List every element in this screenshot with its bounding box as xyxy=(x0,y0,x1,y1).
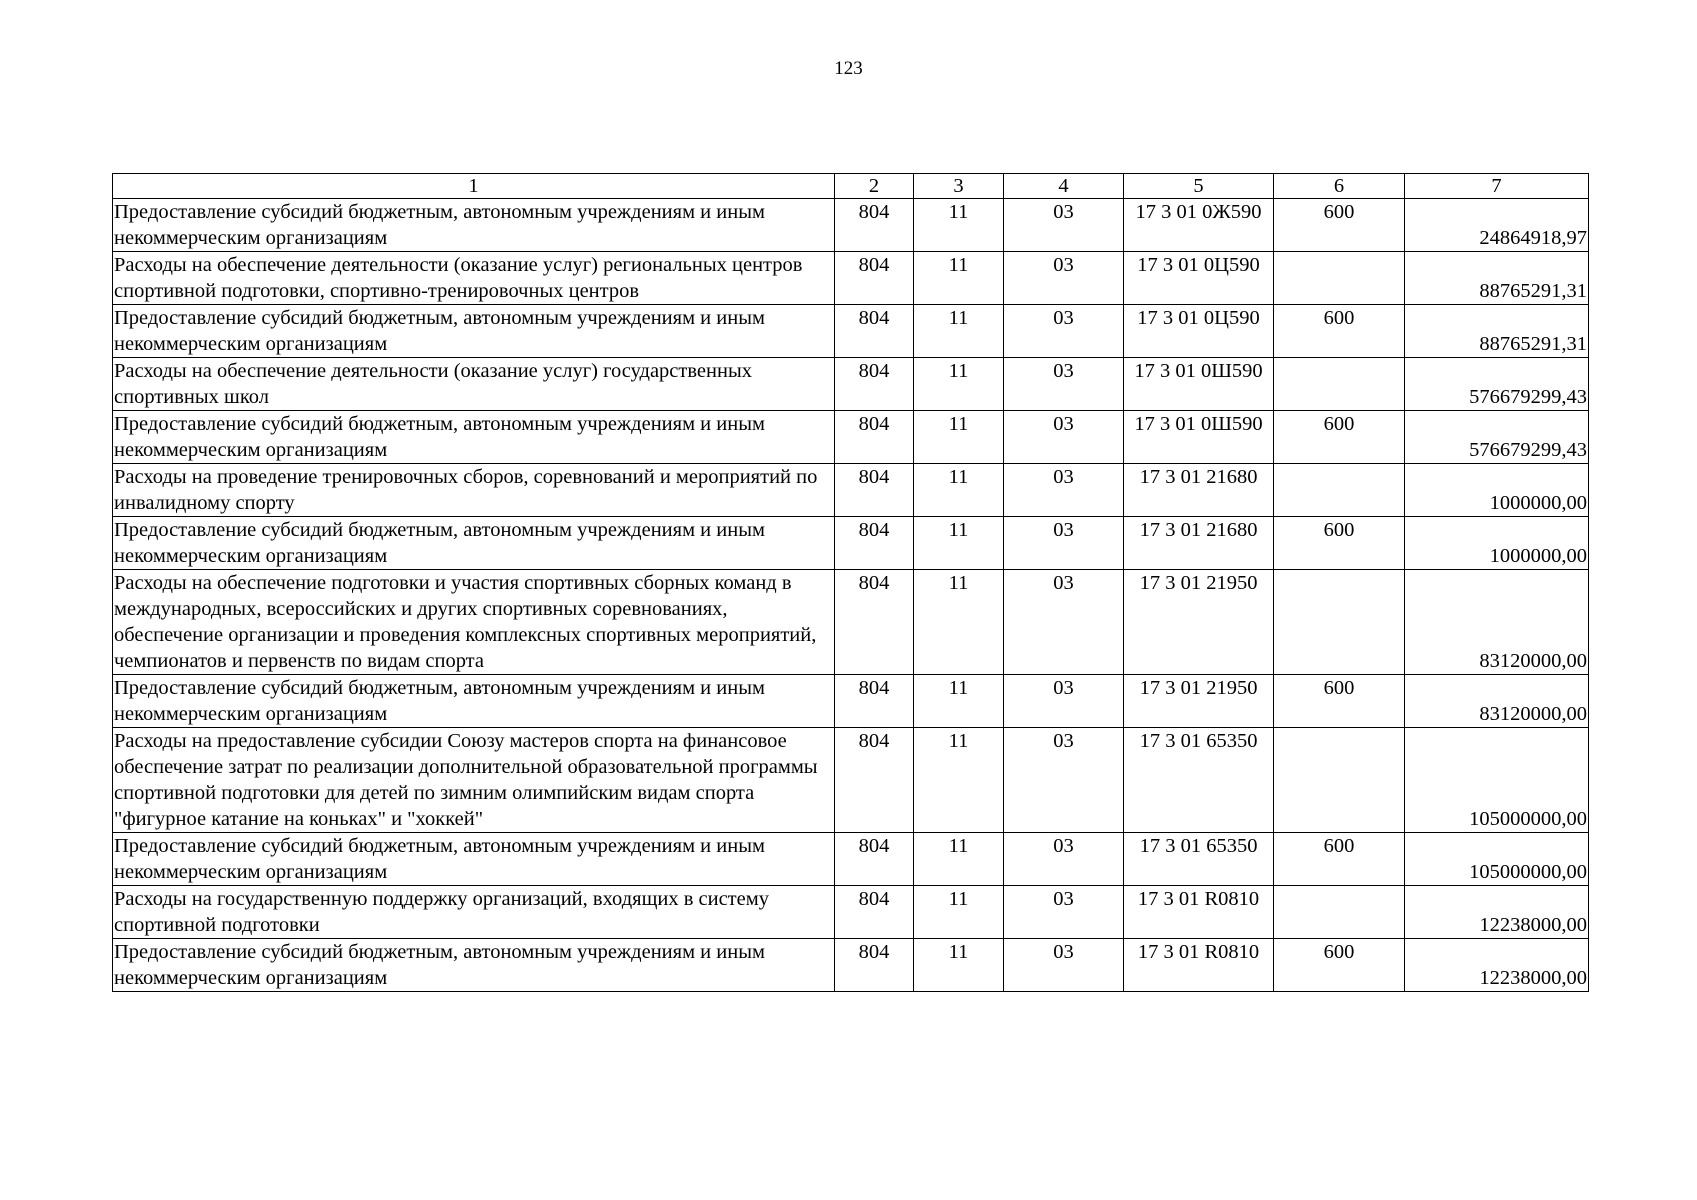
row-amount-cell: 105000000,00 xyxy=(1405,833,1589,886)
row-amount-cell: 83120000,00 xyxy=(1405,570,1589,675)
table-row xyxy=(113,252,1589,305)
row-col6-cell xyxy=(1274,570,1405,675)
row-code-cell: 17 3 01 21950 xyxy=(1124,675,1274,728)
row-col2-cell: 804 xyxy=(835,886,914,939)
row-col2-cell: 804 xyxy=(835,358,914,411)
header-col-1: 1 xyxy=(113,174,835,199)
table-row xyxy=(113,886,1589,939)
table-row xyxy=(113,728,1589,833)
row-name-cell: Расходы на проведение тренировочных сборов, соревнований и мероприятий по инвалидному спорту xyxy=(113,464,835,517)
row-amount-cell: 1000000,00 xyxy=(1405,517,1589,570)
row-name-cell: Расходы на обеспечение деятельности (оказание услуг) региональных центров спортивной подготовки, спортивно-тренировочных центров xyxy=(113,252,835,305)
row-col3-cell: 11 xyxy=(914,886,1004,939)
row-code-cell: 17 3 01 65350 xyxy=(1124,833,1274,886)
row-col6-cell: 600 xyxy=(1274,939,1405,992)
row-col3-cell: 11 xyxy=(914,517,1004,570)
row-col4-cell: 03 xyxy=(1004,517,1124,570)
row-col2-cell: 804 xyxy=(835,464,914,517)
row-col6-cell: 600 xyxy=(1274,305,1405,358)
row-col2-cell: 804 xyxy=(835,728,914,833)
row-col4-cell: 03 xyxy=(1004,675,1124,728)
table-row xyxy=(113,675,1589,728)
row-name-cell: Расходы на обеспечение деятельности (оказание услуг) государственных спортивных школ xyxy=(113,358,835,411)
row-col3-cell: 11 xyxy=(914,464,1004,517)
header-col-4: 4 xyxy=(1004,174,1124,199)
row-col3-cell: 11 xyxy=(914,305,1004,358)
row-col4-cell: 03 xyxy=(1004,570,1124,675)
header-col-6: 6 xyxy=(1274,174,1405,199)
table-row xyxy=(113,199,1589,252)
row-col6-cell xyxy=(1274,886,1405,939)
row-col3-cell: 11 xyxy=(914,728,1004,833)
row-code-cell: 17 3 01 65350 xyxy=(1124,728,1274,833)
row-col4-cell: 03 xyxy=(1004,464,1124,517)
row-name-cell: Расходы на государственную поддержку организаций, входящих в систему спортивной подготовки xyxy=(113,886,835,939)
row-col2-cell: 804 xyxy=(835,199,914,252)
header-col-3: 3 xyxy=(914,174,1004,199)
row-col6-cell xyxy=(1274,728,1405,833)
header-col-2: 2 xyxy=(835,174,914,199)
row-col4-cell: 03 xyxy=(1004,199,1124,252)
row-code-cell: 17 3 01 21950 xyxy=(1124,570,1274,675)
row-col6-cell xyxy=(1274,358,1405,411)
row-col3-cell: 11 xyxy=(914,199,1004,252)
row-code-cell: 17 3 01 0Ц590 xyxy=(1124,252,1274,305)
row-col3-cell: 11 xyxy=(914,939,1004,992)
row-col3-cell: 11 xyxy=(914,675,1004,728)
row-name-cell: Предоставление субсидий бюджетным, автономным учреждениям и иным некоммерческим организациям xyxy=(113,675,835,728)
row-amount-cell: 88765291,31 xyxy=(1405,305,1589,358)
row-col2-cell: 804 xyxy=(835,570,914,675)
row-amount-cell: 105000000,00 xyxy=(1405,728,1589,833)
row-col3-cell: 11 xyxy=(914,358,1004,411)
row-name-cell: Расходы на обеспечение подготовки и участия спортивных сборных команд в международных, всероссийских и других спортивных соревнованиях, обеспечение организации и проведения комплексных спортивных мероприятий, чемпионатов и первенств по видам спорта xyxy=(113,570,835,675)
header-col-5: 5 xyxy=(1124,174,1274,199)
budget-table-body xyxy=(113,174,1589,992)
row-col2-cell: 804 xyxy=(835,305,914,358)
row-code-cell: 17 3 01 0Ц590 xyxy=(1124,305,1274,358)
row-code-cell: 17 3 01 R0810 xyxy=(1124,939,1274,992)
row-col4-cell: 03 xyxy=(1004,728,1124,833)
row-code-cell: 17 3 01 R0810 xyxy=(1124,886,1274,939)
row-code-cell: 17 3 01 21680 xyxy=(1124,517,1274,570)
row-col2-cell: 804 xyxy=(835,517,914,570)
row-col2-cell: 804 xyxy=(835,411,914,464)
row-code-cell: 17 3 01 0Ж590 xyxy=(1124,199,1274,252)
row-col4-cell: 03 xyxy=(1004,939,1124,992)
row-name-cell: Предоставление субсидий бюджетным, автономным учреждениям и иным некоммерческим организациям xyxy=(113,939,835,992)
row-col4-cell: 03 xyxy=(1004,886,1124,939)
row-col2-cell: 804 xyxy=(835,252,914,305)
table-row xyxy=(113,833,1589,886)
row-name-cell: Расходы на предоставление субсидии Союзу мастеров спорта на финансовое обеспечение затрат по реализации дополнительной образовательной программы спортивной подготовки для детей по зимним олимпийским видам спорта "фигурное катание на коньках" и "хоккей" xyxy=(113,728,835,833)
row-code-cell: 17 3 01 0Ш590 xyxy=(1124,358,1274,411)
row-col4-cell: 03 xyxy=(1004,305,1124,358)
budget-table xyxy=(112,173,1589,992)
row-col6-cell xyxy=(1274,252,1405,305)
row-col6-cell: 600 xyxy=(1274,199,1405,252)
row-amount-cell: 576679299,43 xyxy=(1405,358,1589,411)
row-col4-cell: 03 xyxy=(1004,252,1124,305)
row-name-cell: Предоставление субсидий бюджетным, автономным учреждениям и иным некоммерческим организациям xyxy=(113,517,835,570)
row-col4-cell: 03 xyxy=(1004,358,1124,411)
table-row xyxy=(113,517,1589,570)
row-amount-cell: 83120000,00 xyxy=(1405,675,1589,728)
row-name-cell: Предоставление субсидий бюджетным, автономным учреждениям и иным некоммерческим организациям xyxy=(113,199,835,252)
row-name-cell: Предоставление субсидий бюджетным, автономным учреждениям и иным некоммерческим организациям xyxy=(113,411,835,464)
row-amount-cell: 1000000,00 xyxy=(1405,464,1589,517)
table-row xyxy=(113,464,1589,517)
row-col4-cell: 03 xyxy=(1004,833,1124,886)
table-row xyxy=(113,411,1589,464)
row-col3-cell: 11 xyxy=(914,411,1004,464)
table-header-row xyxy=(113,174,1589,199)
row-col3-cell: 11 xyxy=(914,570,1004,675)
header-col-7: 7 xyxy=(1405,174,1589,199)
row-amount-cell: 12238000,00 xyxy=(1405,886,1589,939)
row-col2-cell: 804 xyxy=(835,675,914,728)
table-row xyxy=(113,939,1589,992)
row-col6-cell: 600 xyxy=(1274,675,1405,728)
row-col6-cell: 600 xyxy=(1274,833,1405,886)
row-amount-cell: 12238000,00 xyxy=(1405,939,1589,992)
row-col6-cell: 600 xyxy=(1274,411,1405,464)
row-amount-cell: 88765291,31 xyxy=(1405,252,1589,305)
row-col2-cell: 804 xyxy=(835,939,914,992)
table-row xyxy=(113,305,1589,358)
row-col2-cell: 804 xyxy=(835,833,914,886)
row-code-cell: 17 3 01 0Ш590 xyxy=(1124,411,1274,464)
row-amount-cell: 576679299,43 xyxy=(1405,411,1589,464)
table-row xyxy=(113,570,1589,675)
table-row xyxy=(113,358,1589,411)
row-col6-cell xyxy=(1274,464,1405,517)
row-col3-cell: 11 xyxy=(914,252,1004,305)
row-name-cell: Предоставление субсидий бюджетным, автономным учреждениям и иным некоммерческим организациям xyxy=(113,833,835,886)
row-col6-cell: 600 xyxy=(1274,517,1405,570)
row-col3-cell: 11 xyxy=(914,833,1004,886)
page-number: 123 xyxy=(834,58,863,79)
row-name-cell: Предоставление субсидий бюджетным, автономным учреждениям и иным некоммерческим организациям xyxy=(113,305,835,358)
row-code-cell: 17 3 01 21680 xyxy=(1124,464,1274,517)
row-col4-cell: 03 xyxy=(1004,411,1124,464)
row-amount-cell: 24864918,97 xyxy=(1405,199,1589,252)
